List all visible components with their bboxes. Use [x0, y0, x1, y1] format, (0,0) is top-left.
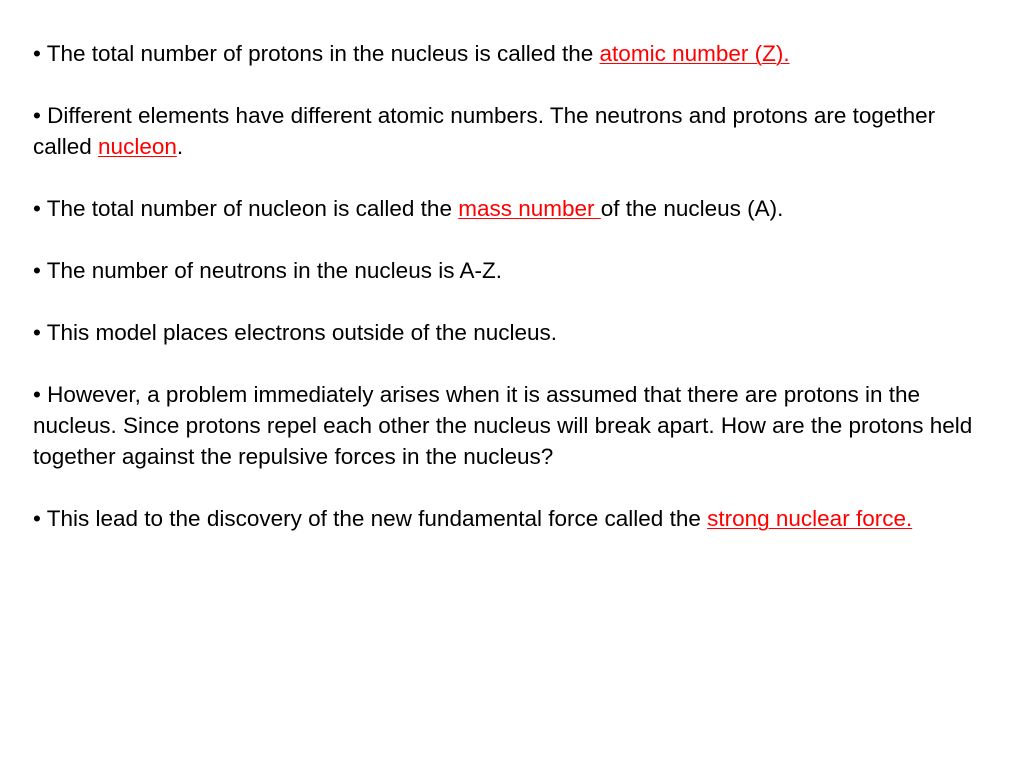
bullet-text: • Different elements have different atomic numbers. The neutrons and protons are together called	[33, 103, 936, 159]
bullet-text: • The total number of nucleon is called the	[33, 196, 459, 221]
bullet-text-after: .	[176, 134, 184, 159]
bullet-text: • The number of neutrons in the nucleus is A-Z.	[33, 258, 502, 283]
bullet-electrons	[33, 317, 993, 348]
bullet-text: • This model places electrons outside of the nucleus.	[33, 320, 558, 345]
bullet-nucleon	[33, 100, 993, 162]
bullet-atomic-number	[33, 38, 993, 69]
term-strong-nuclear-force: strong nuclear force.	[707, 506, 913, 531]
bullet-text: • This lead to the discovery of the new fundamental force called the	[33, 506, 708, 531]
slide-body	[33, 38, 993, 565]
bullet-problem	[33, 379, 993, 472]
bullet-text-after: of the nucleus (A).	[600, 196, 784, 221]
term-atomic-number: atomic number (Z).	[599, 41, 790, 66]
bullet-mass-number	[33, 193, 993, 224]
bullet-text: • However, a problem immediately arises when it is assumed that there are protons in the nucleus. Since protons repel each other the nucleus will break apart. How are the protons held together against the repulsive forces in the nucleus?	[33, 382, 973, 469]
term-nucleon: nucleon	[98, 134, 177, 159]
term-mass-number: mass number	[458, 196, 601, 221]
bullet-strong-force	[33, 503, 993, 534]
bullet-text: • The total number of protons in the nucleus is called the	[33, 41, 600, 66]
bullet-neutron-count	[33, 255, 993, 286]
